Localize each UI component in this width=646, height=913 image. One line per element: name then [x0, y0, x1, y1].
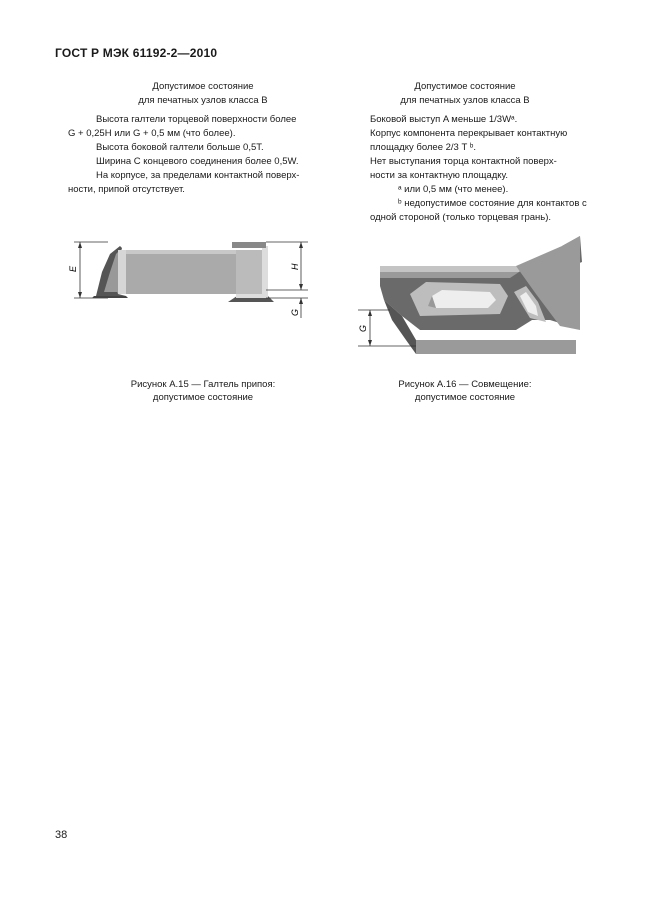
right-p1: Боковой выступ A меньше 1/3Wᵃ.	[370, 114, 518, 125]
left-p4b: ности, припой отсутствует.	[68, 184, 185, 195]
fig15-caption-line2: допустимое состояние	[152, 392, 254, 403]
figure-a16-caption	[330, 378, 600, 404]
right-p2a: Корпус компонента перекрывает контактную	[370, 128, 568, 139]
left-p3: Ширина С концевого соединения более 0,5W.	[96, 156, 299, 167]
left-title-line1: Допустимое состояние	[152, 81, 254, 92]
left-p1b: G + 0,25H или G + 0,5 мм (что более).	[68, 128, 236, 139]
right-title-line1: Допустимое состояние	[414, 81, 516, 92]
right-section-title	[330, 80, 600, 108]
figure-a16	[350, 236, 590, 360]
right-fn-b-a: ᵇ недопустимое состояние для контактов с	[398, 198, 587, 209]
left-p1a: Высота галтели торцевой поверхности более	[96, 114, 297, 125]
left-p4a: На корпусе, за пределами контактной поверх-	[96, 170, 300, 181]
right-fn-a: ᵃ или 0,5 мм (что менее).	[398, 184, 509, 195]
document-header: ГОСТ Р МЭК 61192-2—2010	[55, 46, 218, 60]
figure-a15-caption	[68, 378, 338, 404]
right-requirements	[370, 113, 590, 225]
figure-a15	[66, 232, 316, 322]
fig15-caption-line1: Рисунок А.15 — Галтель припоя:	[130, 379, 276, 390]
right-p3b: ности за контактную площадку.	[370, 170, 508, 181]
left-section-title	[68, 80, 338, 108]
left-p2: Высота боковой галтели больше 0,5T.	[96, 142, 264, 153]
fig15-label-g: G	[290, 308, 300, 316]
fig16-caption-line2: допустимое состояние	[414, 392, 516, 403]
fig16-label-g: G	[358, 324, 368, 332]
right-p2b: площадку более 2/3 T ᵇ.	[370, 142, 476, 153]
left-title-line2: для печатных узлов класса В	[138, 95, 268, 106]
page-number: 38	[55, 829, 68, 841]
right-fn-b-b: одной стороной (только торцевая грань).	[370, 212, 552, 223]
fig16-caption-line1: Рисунок А.16 — Совмещение:	[398, 379, 532, 390]
right-title-line2: для печатных узлов класса В	[400, 95, 530, 106]
right-p3a: Нет выступания торца контактной поверх-	[370, 156, 557, 167]
fig15-label-e: E	[68, 265, 78, 272]
left-requirements	[68, 113, 322, 197]
fig15-label-h: H	[290, 263, 300, 270]
